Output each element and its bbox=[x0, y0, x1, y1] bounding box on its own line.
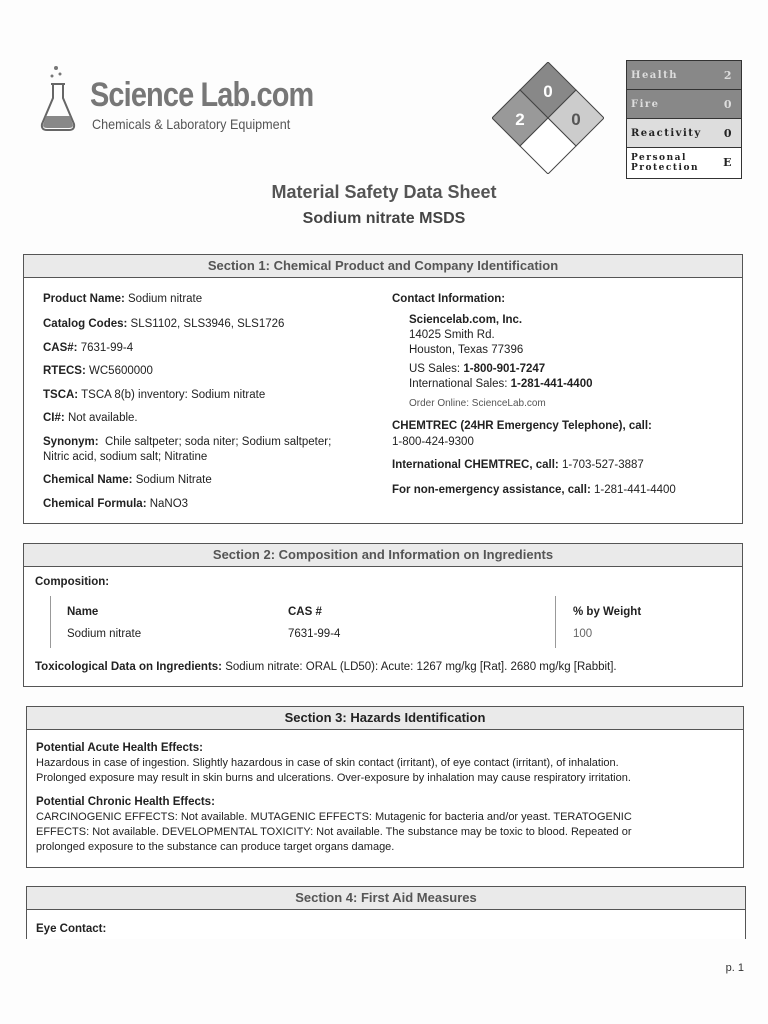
hmis-health-value: 2 bbox=[723, 68, 733, 82]
hmis-reactivity-label: Reactivity bbox=[631, 127, 702, 139]
table-left-rule bbox=[50, 596, 51, 648]
section-1 bbox=[23, 254, 743, 524]
tsca-line bbox=[43, 389, 265, 401]
section-2-heading: Section 2: Composition and Information on Ingredients bbox=[24, 544, 742, 567]
us-sales-line bbox=[409, 363, 545, 375]
intl-sales-label: International Sales: bbox=[409, 378, 508, 390]
ci-label: CI#: bbox=[43, 412, 65, 424]
section-4-heading: Section 4: First Aid Measures bbox=[27, 887, 745, 910]
tox-line bbox=[35, 661, 617, 673]
hmis-health-row bbox=[627, 61, 741, 90]
synonym-line-1 bbox=[43, 436, 331, 448]
col-header-name: Name bbox=[67, 606, 99, 618]
order-online-link[interactable]: Order Online: ScienceLab.com bbox=[409, 398, 546, 409]
chemtrec-line-2: 1-800-424-9300 bbox=[392, 436, 474, 448]
catalog-line bbox=[43, 318, 284, 330]
product-name-line bbox=[43, 293, 202, 305]
cas-label: CAS#: bbox=[43, 342, 78, 354]
hmis-ppe-value: E bbox=[723, 156, 733, 169]
contact-label: Contact Information: bbox=[392, 293, 506, 305]
document-title: Material Safety Data Sheet bbox=[271, 182, 497, 202]
hmis-fire-row bbox=[627, 90, 741, 119]
section-2 bbox=[23, 543, 743, 687]
nonemergency-label: For non-emergency assistance, call: bbox=[392, 484, 591, 496]
acute-line-1: Hazardous in case of ingestion. Slightly hazardous in case of skin contact (irritant), of eye contact (irritant), of inhalation. bbox=[36, 757, 619, 769]
col-header-cas: CAS # bbox=[288, 606, 322, 618]
document-subtitle: Sodium nitrate MSDS bbox=[302, 210, 466, 227]
address-line-1: 14025 Smith Rd. bbox=[409, 329, 495, 341]
intl-chemtrec-line bbox=[392, 459, 644, 471]
nonemergency-value: 1-281-441-4400 bbox=[593, 484, 676, 496]
acute-line-2: Prolonged exposure may result in skin burns and ulcerations. Over-exposure by inhalation may cause respiratory irritation. bbox=[36, 772, 631, 784]
rtecs-label: RTECS: bbox=[43, 365, 86, 377]
company-name: Sciencelab.com, Inc. bbox=[409, 314, 523, 326]
section-3-heading: Section 3: Hazards Identification bbox=[27, 707, 743, 730]
row-weight: 100 bbox=[573, 628, 593, 640]
synonym-value-2: Nitric acid, sodium salt; Nitratine bbox=[43, 451, 208, 463]
formula-line bbox=[43, 498, 188, 510]
catalog-label: Catalog Codes: bbox=[43, 318, 128, 330]
brand-name: Science Lab.com bbox=[90, 76, 314, 114]
ci-value: Not available. bbox=[67, 412, 138, 424]
chem-name-value: Sodium Nitrate bbox=[135, 474, 212, 486]
chemtrec-line-1: CHEMTREC (24HR Emergency Telephone), call: bbox=[392, 420, 652, 432]
cas-line bbox=[43, 342, 133, 354]
brand-tagline: Chemicals & Laboratory Equipment bbox=[92, 116, 291, 132]
chronic-line-2: EFFECTS: Not available. DEVELOPMENTAL TOXICITY: Not available. The substance may be toxic to blood. Repeated or bbox=[36, 826, 632, 838]
table-right-rule bbox=[555, 596, 556, 648]
rtecs-value: WC5600000 bbox=[89, 365, 153, 377]
chronic-label: Potential Chronic Health Effects: bbox=[36, 796, 215, 808]
eye-contact-label: Eye Contact: bbox=[36, 923, 107, 935]
ci-line bbox=[43, 412, 138, 424]
col-header-weight: % by Weight bbox=[573, 606, 642, 618]
hmis-ppe-label: Personal Protection bbox=[631, 153, 699, 173]
hmis-rating-box bbox=[626, 60, 742, 179]
nfpa-diamond bbox=[492, 62, 604, 174]
tsca-value: TSCA 8(b) inventory: Sodium nitrate bbox=[81, 389, 266, 401]
nonemergency-line bbox=[392, 484, 676, 496]
chronic-line-3: prolonged exposure to the substance can produce target organs damage. bbox=[36, 841, 395, 853]
nfpa-health: 2 bbox=[515, 110, 525, 129]
page-number: p. 1 bbox=[725, 962, 744, 974]
tsca-label: TSCA: bbox=[43, 389, 79, 401]
row-cas: 7631-99-4 bbox=[288, 628, 341, 640]
us-sales-label: US Sales: bbox=[409, 363, 461, 375]
product-name-value: Sodium nitrate bbox=[128, 293, 203, 305]
synonym-value-1: Chile saltpeter; soda niter; Sodium saltpeter; bbox=[104, 436, 332, 448]
flask-icon bbox=[38, 62, 78, 134]
synonym-label: Synonym: bbox=[43, 436, 99, 448]
formula-label: Chemical Formula: bbox=[43, 498, 147, 510]
cas-value: 7631-99-4 bbox=[80, 342, 134, 354]
chem-name-label: Chemical Name: bbox=[43, 474, 133, 486]
hmis-health-label: Health bbox=[631, 69, 678, 81]
intl-chemtrec-label: International CHEMTREC, call: bbox=[392, 459, 559, 471]
catalog-value: SLS1102, SLS3946, SLS1726 bbox=[130, 318, 285, 330]
chronic-line-1: CARCINOGENIC EFFECTS: Not available. MUTAGENIC EFFECTS: Mutagenic for bacteria and/or yeast. TERATOGENIC bbox=[36, 811, 632, 823]
composition-label: Composition: bbox=[35, 576, 110, 588]
hmis-ppe-row bbox=[627, 148, 741, 178]
rtecs-line bbox=[43, 365, 153, 377]
intl-sales-value: 1-281-441-4400 bbox=[510, 378, 593, 390]
intl-sales-line bbox=[409, 378, 593, 390]
section-3 bbox=[26, 706, 744, 868]
hmis-reactivity-row bbox=[627, 119, 741, 148]
tox-label: Toxicological Data on Ingredients: bbox=[35, 661, 223, 673]
section-4 bbox=[26, 886, 746, 939]
address-line-2: Houston, Texas 77396 bbox=[409, 344, 524, 356]
hmis-fire-value: 0 bbox=[723, 97, 733, 111]
us-sales-value: 1-800-901-7247 bbox=[463, 363, 546, 375]
acute-label: Potential Acute Health Effects: bbox=[36, 742, 203, 754]
row-name: Sodium nitrate bbox=[67, 628, 142, 640]
hmis-fire-label: Fire bbox=[631, 98, 660, 110]
tox-value: Sodium nitrate: ORAL (LD50): Acute: 1267 mg/kg [Rat]. 2680 mg/kg [Rabbit]. bbox=[225, 661, 617, 673]
sciencelab-logo bbox=[38, 62, 314, 134]
intl-chemtrec-value: 1-703-527-3887 bbox=[561, 459, 644, 471]
nfpa-flammability: 0 bbox=[543, 82, 553, 101]
nfpa-reactivity: 0 bbox=[571, 110, 581, 129]
hmis-reactivity-value: 0 bbox=[723, 126, 733, 140]
product-name-label: Product Name: bbox=[43, 293, 125, 305]
chem-name-line bbox=[43, 474, 212, 486]
formula-value: NaNO3 bbox=[149, 498, 189, 510]
section-1-heading: Section 1: Chemical Product and Company Identification bbox=[24, 255, 742, 278]
